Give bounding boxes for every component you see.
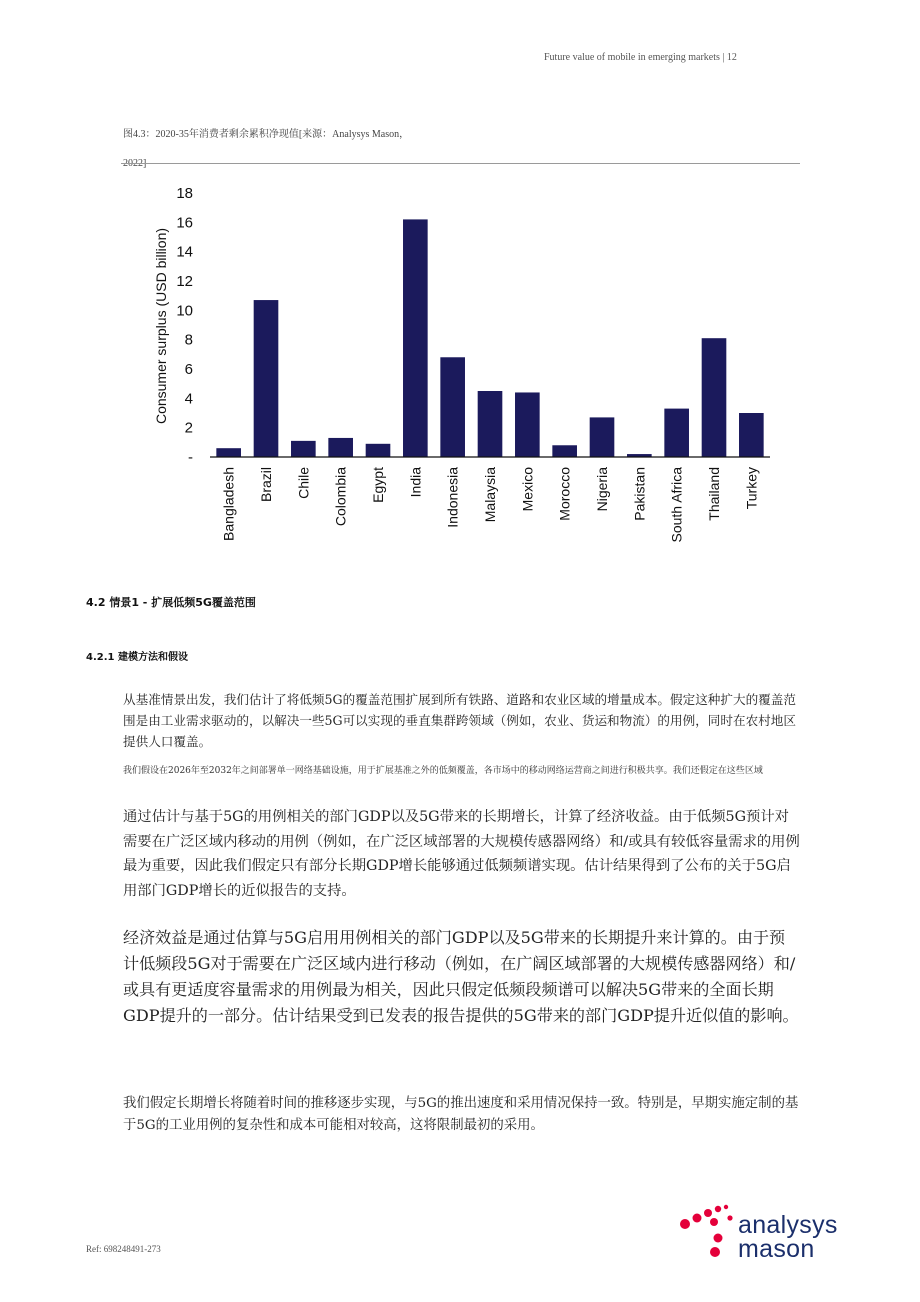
y-tick-label: 14 xyxy=(176,243,193,261)
bar-chile xyxy=(291,441,316,457)
subsection-heading: 4.2.1 建模方法和假设 xyxy=(86,652,188,663)
y-tick-label: 4 xyxy=(184,390,193,408)
logo-dots-icon xyxy=(678,1204,738,1264)
y-tick-label: 12 xyxy=(176,273,193,290)
bar-turkey xyxy=(739,413,764,457)
x-tick-label: Chile xyxy=(295,467,312,499)
y-axis-label: Consumer surplus (USD billion) xyxy=(153,227,169,425)
x-tick-label: Brazil xyxy=(258,467,274,503)
x-tick-label: Malaysia xyxy=(482,467,498,523)
x-tick-label: Turkey xyxy=(743,467,760,510)
x-tick-label: Pakistan xyxy=(631,467,648,521)
paragraph-2: 我们假设在2026年至2032年之间部署单一网络基础设施，用于扩展基准之外的低频覆盖，各市场中的移动网络运营商之间进行积极共享。我们还假定在这些区域 xyxy=(123,766,763,776)
paragraph-1: 从基准情景出发，我们估计了将低频5G的覆盖范围扩展到所有铁路、道路和农业区域的增量成本。假定这种扩大的覆盖范围是由工业需求驱动的，以解决一些5G可以实现的垂直集群跨领域（例如，农业、货运和物流）的用例，同时在农村地区提供人口覆盖。 xyxy=(123,692,796,749)
x-tick-label: South Africa xyxy=(668,467,685,543)
consumer-surplus-bar-chart xyxy=(120,176,780,556)
section-heading: 4.2 情景1 - 扩展低频5G覆盖范围 xyxy=(86,596,256,609)
x-tick-label: Thailand xyxy=(706,467,722,521)
x-tick-label: Bangladesh xyxy=(220,467,237,541)
x-tick-label: India xyxy=(407,467,424,498)
reference-number: Ref: 698248491-273 xyxy=(86,1244,161,1254)
y-tick-label: - xyxy=(188,449,193,466)
bar-south-africa xyxy=(664,409,689,457)
y-tick-label: 18 xyxy=(176,185,193,202)
bar-morocco xyxy=(552,445,577,457)
y-tick-label: 8 xyxy=(184,331,193,349)
page-header: Future value of mobile in emerging markets | 12 xyxy=(544,52,737,63)
bar-egypt xyxy=(366,444,391,457)
y-tick-label: 2 xyxy=(184,419,193,437)
bar-malaysia xyxy=(478,391,503,457)
y-tick-label: 16 xyxy=(176,214,193,232)
caption-divider xyxy=(121,163,800,164)
bar-mexico xyxy=(515,392,540,457)
analysys-mason-logo xyxy=(678,1204,858,1264)
bar-india xyxy=(403,219,428,457)
x-tick-label: Morocco xyxy=(556,467,573,521)
y-tick-label: 10 xyxy=(176,302,193,320)
bar-indonesia xyxy=(440,357,465,457)
bar-nigeria xyxy=(590,417,615,457)
x-tick-label: Egypt xyxy=(370,467,386,503)
paragraph-3: 通过估计与基于5G的用例相关的部门GDP以及5G带来的长期增长，计算了经济收益。由于低频5G预计对需要在广泛区域内移动的用例（例如，在广泛区域部署的大规模传感器网络）和/或具有较低容量需求的用例最为重要，因此我们假定只有部分长期GDP增长能够通过低频频谱实现。估计结果得到了公布的关于5G启用部门GDP增长的近似报告的支持。 xyxy=(123,809,800,899)
x-tick-label: Mexico xyxy=(519,467,536,512)
x-tick-label: Indonesia xyxy=(444,467,461,528)
paragraph-4: 经济效益是通过估算与5G启用用例相关的部门GDP以及5G带来的长期提升来计算的。由于预计低频段5G对于需要在广泛区域内进行移动（例如，在广阔区域部署的大规模传感器网络）和/或具有更适度容量需求的用例最为相关，因此只假定低频段频谱可以解决5G带来的全面长期GDP提升的一部分。估计结果受到已发表的报告提供的5G带来的部门GDP提升近似值的影响。 xyxy=(123,928,799,1025)
logo-word-analysys: analysys xyxy=(738,1211,838,1239)
y-tick-label: 6 xyxy=(184,361,193,378)
logo-word-mason: mason xyxy=(738,1235,815,1263)
bar-brazil xyxy=(254,300,279,457)
bar-colombia xyxy=(328,438,353,457)
x-tick-label: Nigeria xyxy=(594,467,610,512)
bar-bangladesh xyxy=(216,448,241,457)
paragraph-5: 我们假定长期增长将随着时间的推移逐步实现，与5G的推出速度和采用情况保持一致。特别是，早期实施定制的基于5G的工业用例的复杂性和成本可能相对较高，这将限制最初的采用。 xyxy=(123,1096,799,1133)
x-tick-label: Colombia xyxy=(332,467,349,527)
figure-caption: 图4.3：2020-35年消费者剩余累积净现值[来源：Analysys Mason， xyxy=(123,129,410,140)
bar-thailand xyxy=(702,338,727,457)
